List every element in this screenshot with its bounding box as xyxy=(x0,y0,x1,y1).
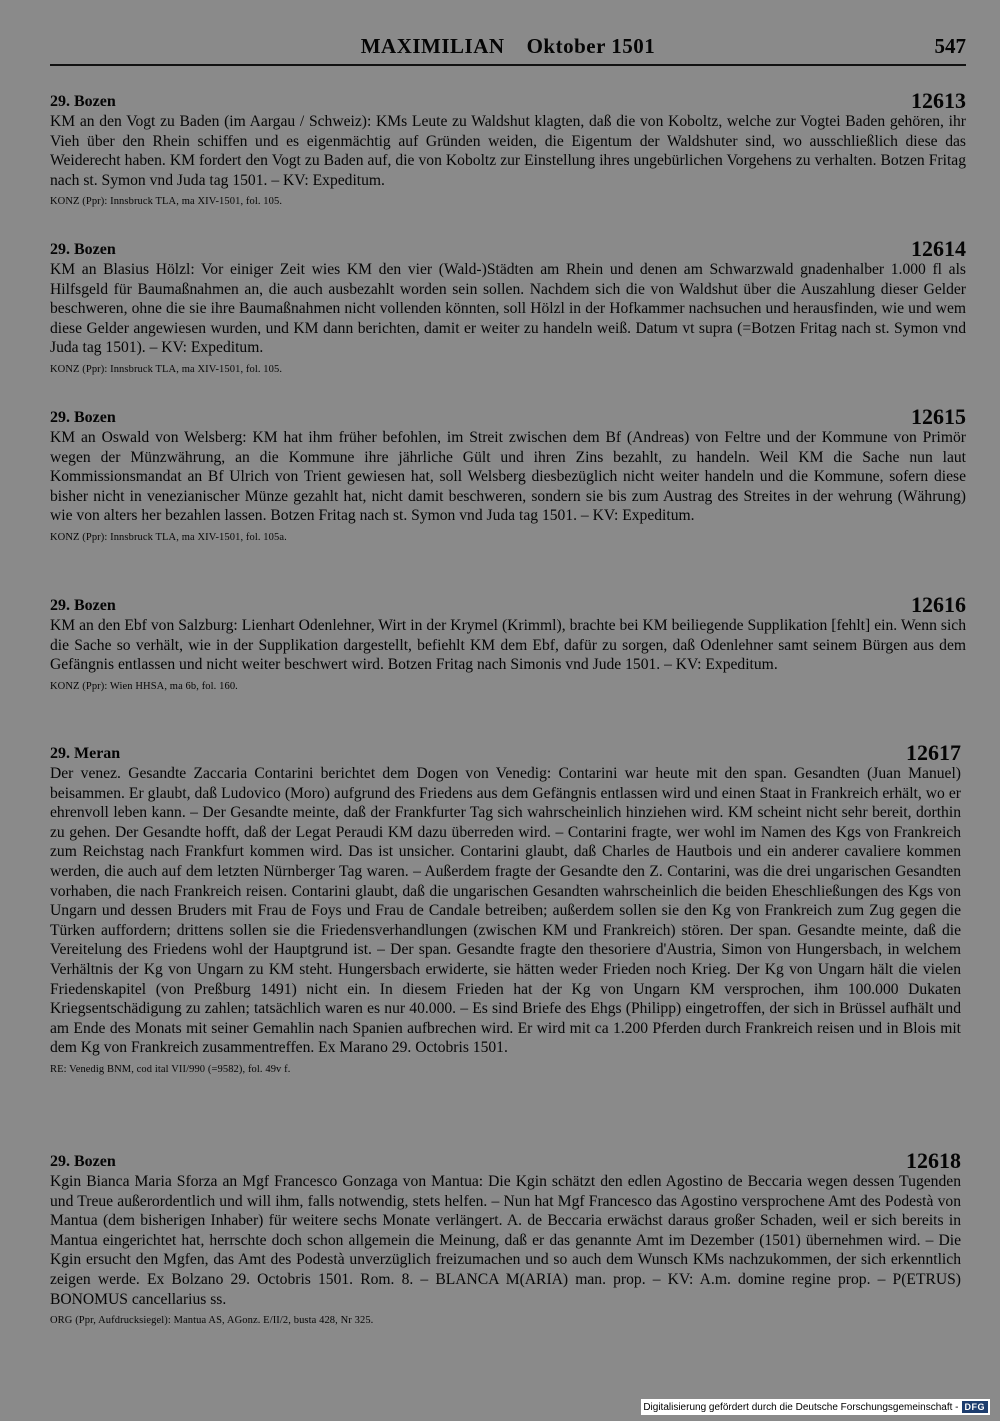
page-header xyxy=(50,34,966,66)
entry-date-place: 29. Bozen xyxy=(50,241,116,258)
footer-text: Digitalisierung gefördert durch die Deutsche Forschungsgemeinschaft - xyxy=(643,1401,959,1413)
entry-date-place: 29. Bozen xyxy=(50,1153,116,1170)
entry-heading xyxy=(50,404,966,428)
entry-source: RE: Venedig BNM, cod ital VII/990 (=9582), fol. 49v f. xyxy=(50,1063,291,1075)
entry-text: KM an Blasius Hölzl: Vor einiger Zeit wies KM den vier (Wald-)Städten am Rhein und denen am Schwarzwald gnadenhalber 1.000 fl als Hilfsgeld für Baumaßnahmen an, die auch ausbezahlt worden sein sollen. Nachdem sich die von Waldshut über die Auszahlung dieser Gelder beschweren, ohne die sie ihre Baumaßnahmen nicht vollenden könnten, soll Hölzl in der Hofkammer nachsuchen und herausfinden, wie und wem diese Gelder angewiesen wurden, und KM dann berichten, damit er weiter zu handeln weiß. Datum vt supra (=Botzen Fritag nach st. Symon vnd Juda tag 1501). – KV: Expeditum. xyxy=(50,261,966,357)
entry-number: 12614 xyxy=(911,236,966,261)
regest-entry xyxy=(50,740,961,1077)
entry-text: Kgin Bianca Maria Sforza an Mgf Francesco Gonzaga von Mantua: Die Kgin schätzt den edlen Agostino de Beccaria wegen dessen Tugenden und Treue außerordentlich und will ihm, falls notwendig, stets helfen. – Nun hat Mgf Francesco das Agostino versprochene Amt des Podestà von Mantua (dem bisherigen Inhaber) für weitere sechs Monate verlängert. A. de Beccaria erwächst daraus großer Schaden, weil er sich bereits in Mantua eingerichtet hat, herrschte doch schon allgemein die Meinung, daß er das genannte Amt im Dezember (1501) übernehmen wird. – Die Kgin ersucht den Mgfen, das Amt des Podestà unverzüglich freizumachen und so auch dem Wunsch KMs nachzukommen, der sich erkenntlich zeigen werde. Ex Bolzano 29. Octobris 1501. Rom. 8. – BLANCA M(ARIA) man. prop. – KV: A.m. domine regine prop. – P(ETRUS) BONOMUS cancellarius ss. xyxy=(50,1173,961,1308)
running-title xyxy=(50,34,966,59)
entry-text: KM an Oswald von Welsberg: KM hat ihm früher befohlen, im Streit zwischen dem Bf (Andreas) von Feltre und der Kommune von Primör wegen der Münzwährung, an die Kommune ihre jährliche Gült und ihren Zins bezahlt, zu handeln. Weil KM die Sache nun laut Kommissionsmandat an Bf Ulrich von Trient gewiesen hat, soll Welsberg diesbezüglich nicht weiter handeln und die Kommune, sofern diese bisher nicht in venezianischer Münze gezahlt hat, nicht damit beschweren, sondern sie bis zum Austrag des Streites in der wehrung (Währung) wie von alters her bezahlen lassen. Botzen Fritag nach st. Symon vnd Juda tag 1501. – KV: Expeditum. xyxy=(50,429,966,525)
footer-credit xyxy=(641,1399,990,1415)
page-number: 547 xyxy=(934,34,966,58)
entry-source: KONZ (Ppr): Innsbruck TLA, ma XIV-1501, fol. 105. xyxy=(50,363,283,375)
entry-text: KM an den Vogt zu Baden (im Aargau / Schweiz): KMs Leute zu Waldshut klagten, daß die von Koboltz, welche zur Vogtei Baden gehören, ihr Vieh über den Rhein schiffen und es eigenmächtig auf Gründen weiden, die Eigentum der Waldshuter sind, wo ausschließlich diese das Weiderecht haben. KM fordert den Vogt zu Baden auf, die von Koboltz zur Einstellung ihres ungebürlichen Vorgehens zu verhalten. Botzen Fritag nach st. Symon vnd Juda tag 1501. – KV: Expeditum. xyxy=(50,113,966,189)
entry-date-place: 29. Meran xyxy=(50,745,121,762)
entry-heading xyxy=(50,740,961,764)
entry-source: KONZ (Ppr): Innsbruck TLA, ma XIV-1501, fol. 105a. xyxy=(50,531,287,543)
regest-entry xyxy=(50,404,966,545)
entry-heading xyxy=(50,236,966,260)
regest-entry xyxy=(50,592,966,694)
entry-number: 12615 xyxy=(911,404,966,429)
regest-entry xyxy=(50,236,966,377)
entry-date-place: 29. Bozen xyxy=(50,597,116,614)
entry-heading xyxy=(50,88,966,112)
entry-number: 12618 xyxy=(906,1148,961,1173)
entry-source: ORG (Ppr, Aufdrucksiegel): Mantua AS, AGonz. E/II/2, busta 428, Nr 325. xyxy=(50,1315,374,1327)
regest-entry xyxy=(50,1148,961,1328)
entry-heading xyxy=(50,1148,961,1172)
entry-heading xyxy=(50,592,966,616)
entry-text: Der venez. Gesandte Zaccaria Contarini berichtet dem Dogen von Venedig: Contarini war heute mit den span. Gesandten (Juan Manuel) beisammen. Er glaubt, daß Ludovico (Moro) aufgrund des Friedens aus dem Gefängnis entlassen wird und einen Staat in Frankreich erhält, wo er ehrenvoll leben kann. – Der Gesandte meinte, daß der Frankfurter Tag sich wahrscheinlich hinziehen wird. KM scheint nicht sehr bereit, dorthin zu gehen. Der Gesandte hofft, daß der Legat Peraudi KM dazu überreden wird. – Contarini fragte, wer wohl im Namen des Kgs von Frankreich zum Reichstag nach Frankfurt kommen wird. Das ist unsicher. Contarini glaubt, daß Charles de Hautbois und ein anderer cavaliere kommen werden, die auch auf dem letzten Nürnberger Tag waren. – Außerdem fragte der Gesandte den Z. Contarini, was die drei ungarischen Gesandten vorhaben, die nach Frankreich reisen. Contarini glaubt, daß die ungarischen Gesandten wahrscheinlich die beiden Eheschließungen des Kgs von Ungarn und dessen Bruders mit Frau de Foys und Frau de Candale betreiben; außerdem sollen sie den Kg von Frankreich zum Zug gegen die Türken auffordern; drittens sollen sie die Friedensverhandlungen (zwischen KM und Frankreich) stören. Der span. Gesandte meinte, daß die Vereitelung des Friedens wohl der Hauptgrund ist. – Der span. Gesandte fragte den thesoriere d'Austria, Simon von Hungersbach, in welchem Verhältnis der Kg von Ungarn zu KM steht. Hungersbach erwiderte, sie hätten weder Frieden noch Krieg. Der Kg von Ungarn hält die vielen Friedenskapitel (von Preßburg 1491) nicht ein. In diesem Frieden hat der Kg von Ungarn KM versprochen, ihm 100.000 Dukaten Kriegsentschädigung zu zahlen; tatsächlich waren es nur 40.000. – Es sind Briefe des Ehgs (Philipp) eingetroffen, der sich in Brüssel aufhält und am Ende des Monats mit seiner Gemahlin nach Spanien aufbrechen wird. Er wird mit ca 1.200 Pferden durch Frankreich reisen und in Blois mit dem Kg von Frankreich zusammentreffen. Ex Marano 29. Octobris 1501. xyxy=(50,765,961,1057)
entry-text: KM an den Ebf von Salzburg: Lienhart Odenlehner, Wirt in der Krymel (Krimml), brachte bei KM beiliegende Supplikation [fehlt] ein. Wenn sich die Sache so verhält, wie in der Supplikation dargestellt, befiehlt KM dem Ebf, dafür zu sorgen, daß Odenlehner samt seinem Bürgen aus dem Gefängnis entlassen und nicht weiter beschwert wird. Botzen Fritag nach Simonis vnd Jude 1501. – KV: Expeditum. xyxy=(50,617,966,674)
entry-number: 12617 xyxy=(906,740,961,765)
regest-entry xyxy=(50,88,966,209)
entry-source: KONZ (Ppr): Innsbruck TLA, ma XIV-1501, fol. 105. xyxy=(50,196,283,208)
entry-number: 12613 xyxy=(911,88,966,113)
header-month: Oktober 1501 xyxy=(526,34,656,58)
entry-date-place: 29. Bozen xyxy=(50,409,116,426)
dfg-logo-icon: DFG xyxy=(962,1401,989,1413)
header-title: MAXIMILIAN xyxy=(360,34,505,58)
entry-source: KONZ (Ppr): Wien HHSA, ma 6b, fol. 160. xyxy=(50,680,238,692)
entry-number: 12616 xyxy=(911,592,966,617)
entry-date-place: 29. Bozen xyxy=(50,93,116,110)
